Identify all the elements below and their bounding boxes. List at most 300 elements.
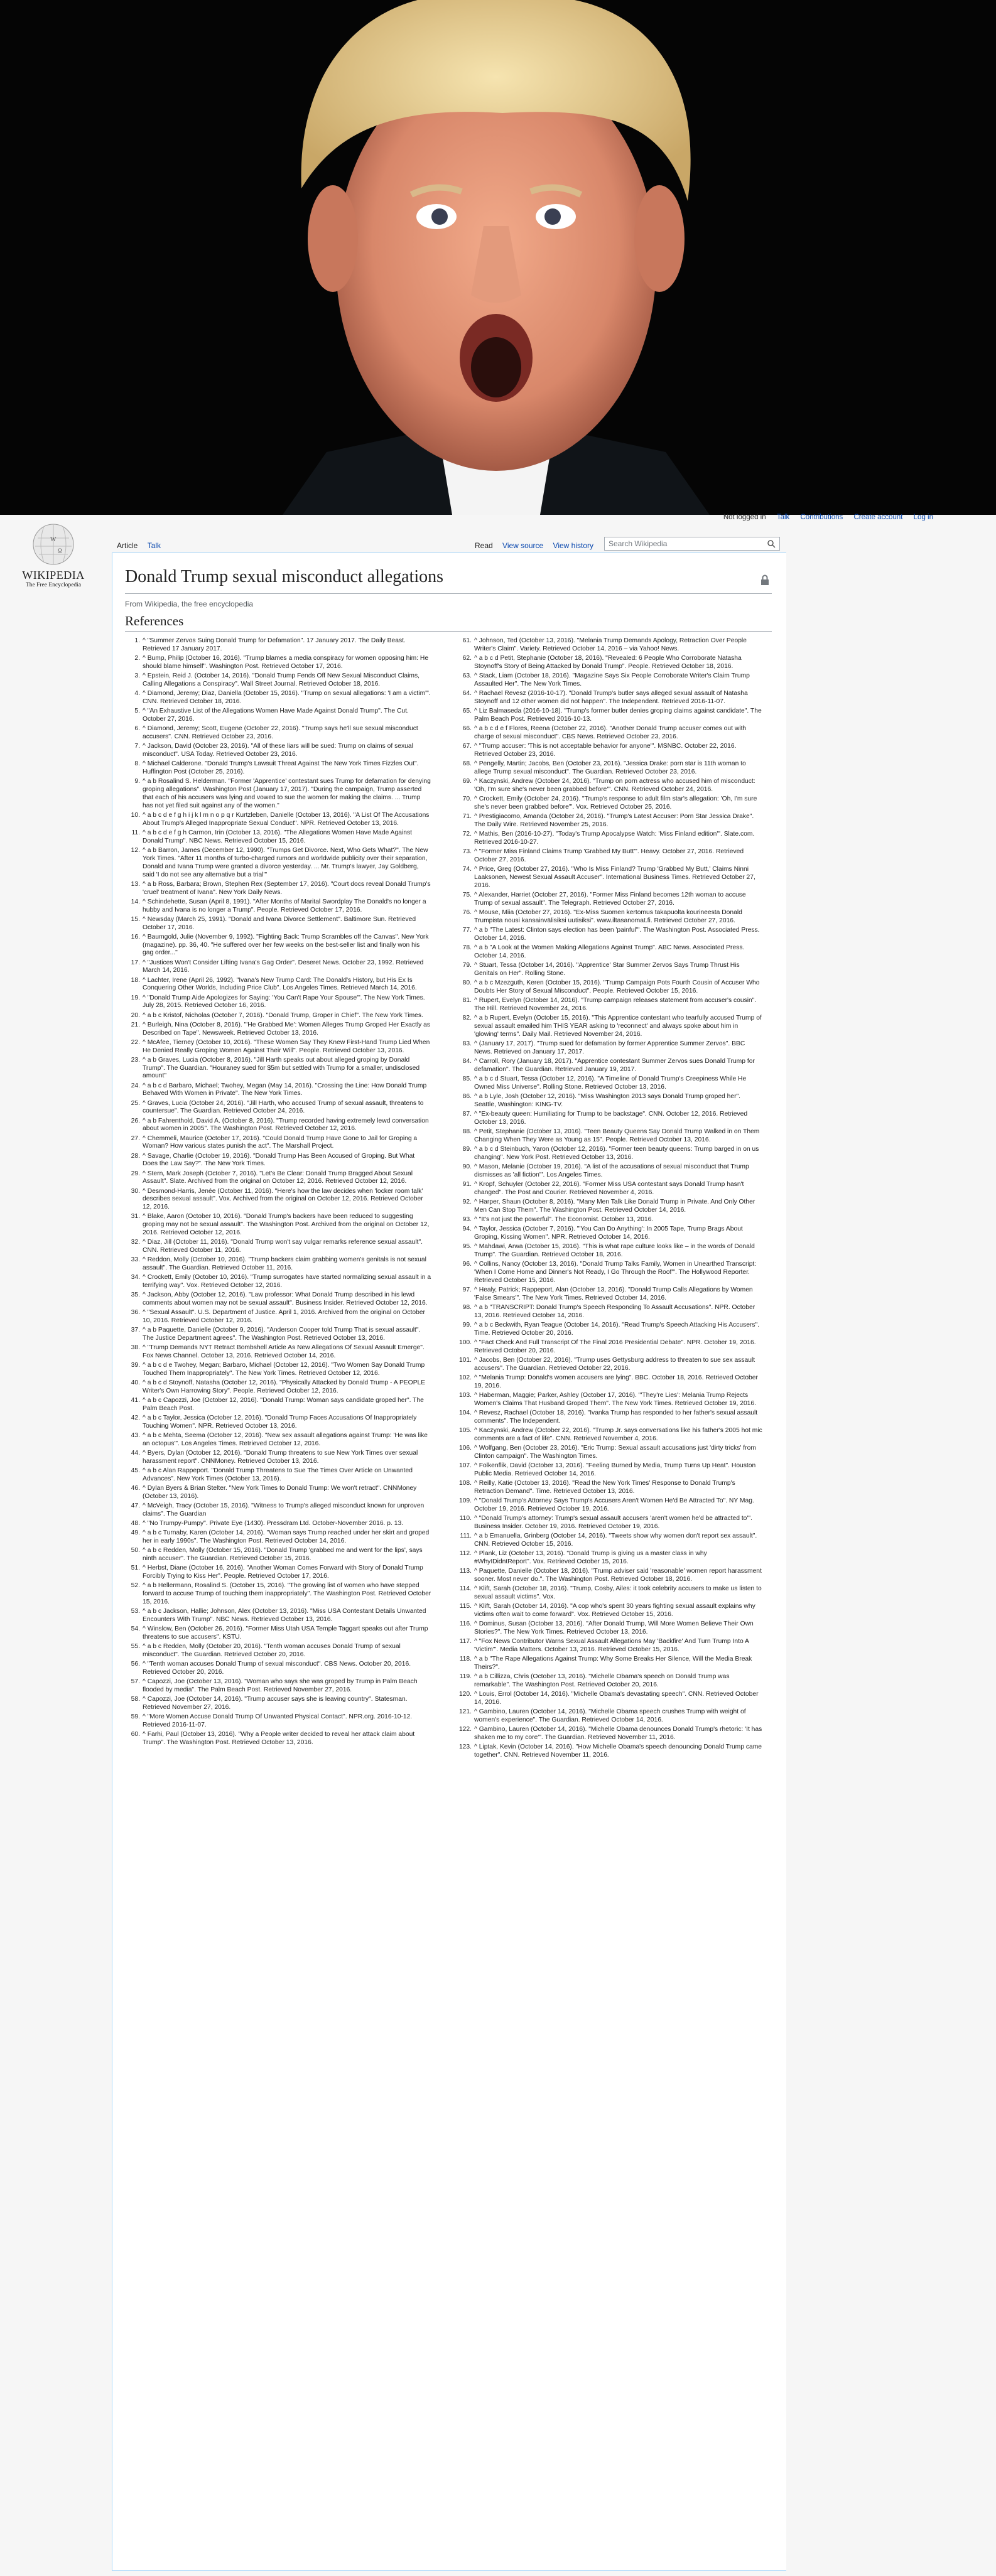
reference-number: 52. [131,1582,140,1590]
reference-text[interactable]: ^ "It's not just the powerful". The Economist. October 13, 2016. [474,1215,654,1223]
reference-text[interactable]: ^ Liptak, Kevin (October 14, 2016). "How Michelle Obama's speech denouncing Donald Trump came together". CNN. Retrieved November 11, 2016. [474,1743,762,1759]
reference-text[interactable]: ^ "Tenth woman accuses Donald Trump of sexual misconduct". CBS News. October 20, 2016. Retrieved October 20, 2016. [143,1661,411,1676]
globe-icon [31,522,75,566]
reference-number: 70. [462,795,472,802]
reference-text[interactable]: ^ a b Lyle, Josh (October 12, 2016). "Miss Washington 2013 says Donald Trump groped her". Seattle, Washington: KING-TV. [474,1092,741,1108]
reference-text[interactable]: ^ a b c Redden, Molly (October 15, 2016). "Donald Trump 'grabbed me and went for the lips', says ninth accuser". The Guardian. Retrieved October 15, 2016. [143,1547,423,1563]
reference-item [457,813,763,829]
reference-number: 67. [462,743,472,750]
reference-number: 50. [131,1547,140,1555]
reference-text[interactable]: ^ Graves, Lucia (October 24, 2016). "Jill Harth, who accused Trump of sexual assault, threatens to countersue". The Guardian. Retrieved October 24, 2016. [143,1099,424,1115]
reference-item [457,892,763,908]
reference-text[interactable]: ^ "An Exhaustive List of the Allegations Women Have Made Against Donald Trump". The Cut. October 27, 2016. [143,708,409,723]
reference-text[interactable]: ^ Gambino, Lauren (October 14, 2016). "Michelle Obama speech crushes Trump with weight of women's experience". The Guardian. Retrieved October 14, 2016. [474,1708,746,1723]
reference-text[interactable]: ^ "Fact Check And Full Transcript Of The Final 2016 Presidential Debate". NPR. October 19, 2016. Retrieved October 20, 2016. [474,1339,756,1354]
contributions-link[interactable]: Contributions [800,514,843,521]
search-icon[interactable] [767,539,776,548]
svg-text:Ω: Ω [58,547,62,554]
reference-number: 37. [131,1327,140,1334]
reference-number: 31. [131,1213,140,1221]
reference-item [125,690,431,706]
reference-text[interactable]: ^ a b c d Petit, Stephanie (October 18, 2016). "Revealed: 6 People Who Corroborate Natasha Stoynoff's Story of Being Attacked by Donald Trump". People. Retrieved October 18, 2016. [474,655,742,670]
reference-number: 75. [462,891,472,898]
reference-text[interactable]: ^ Mathis, Ben (2016-10-27). "Today's Trump Apocalypse Watch: 'Miss Finland edition'". Slate.com. Retrieved 2016-10-27. [474,831,755,846]
tab-view-history[interactable]: View history [553,541,594,550]
reference-text[interactable]: ^ Jacobs, Ben (October 22, 2016). "Trump uses Gettysburg address to threaten to sue sex assault accusers". The Guardian. Retrieved October 22, 2016. [474,1356,755,1372]
reference-number: 81. [462,996,472,1004]
reference-text[interactable]: ^ a b c d Barbaro, Michael; Twohey, Megan (May 14, 2016). "Crossing the Line: How Donald Trump Behaved With Women in Private". The New York Times. [143,1082,427,1097]
reference-item [457,1040,763,1057]
reference-number: 29. [131,1170,140,1177]
reference-number: 2. [134,655,140,662]
reference-text[interactable]: ^ a b c Redden, Molly (October 20, 2016). "Tenth woman accuses Donald Trump of sexual misconduct". The Guardian. Retrieved October 20, 2016. [143,1643,401,1659]
reference-number: 93. [462,1215,472,1223]
reference-item [125,778,431,811]
site-subtitle: From Wikipedia, the free encyclopedia [125,600,254,608]
logo-wordmark: WIKIPEDIA [22,569,85,581]
reference-number: 20. [131,1011,140,1019]
reference-item [125,1274,431,1290]
reference-text[interactable]: ^ "Donald Trump's Attorney Says Trump's Accusers Aren't Women He'd Be Attracted To". NY Mag. October 19, 2016. Retrieved October 19, 2016. [474,1497,754,1512]
reference-number: 21. [131,1021,140,1028]
reference-text[interactable]: ^ Capozzi, Joe (October 13, 2016). "Woman who says she was groped by Trump in Palm Beach flooded by media". The Palm Beach Post. Retrieved November 27, 2016. [143,1678,418,1694]
reference-number: 66. [462,725,472,732]
reference-text[interactable]: ^ Stack, Liam (October 18, 2016). "Magazine Says Six People Corroborate Writer's Claim Trump Assaulted Her". The New York Times. [474,672,750,687]
reference-item [125,959,431,976]
reference-number: 6. [134,725,140,732]
reference-text[interactable]: ^ a b c Alan Rappeport. "Donald Trump Threatens to Sue The Times Over Article on Unwanted Advances". New York Times (October 13, 2016). [143,1467,413,1483]
reference-item [125,1256,431,1273]
reference-text[interactable]: ^ McAfee, Tierney (October 10, 2016). "These Women Say They Knew First-Hand Trump Lied When He Denied Really Groping Women Against Their Will". People. Retrieved October 13, 2016. [143,1038,430,1054]
reference-number: 40. [131,1379,140,1387]
reference-item [457,1128,763,1145]
reference-item [125,743,431,759]
reference-text[interactable]: ^ a b c d e f g h i j k l m n o p q r Kurtzleben, Danielle (October 13, 2016). "A List Of The Accusations About Trump's Alleged Inappropriate Sexual Conduct". NPR. Retrieved October 13, 2016. [143,811,430,827]
reference-text[interactable]: ^ Desmond-Harris, Jenée (October 11, 2016). "Here's how the law decides when 'locker room talk' describes sexual assault". Vox. Archived from the original on October 12, 2016. Retrieved October 12, 2016. [143,1187,423,1211]
reference-item [457,1181,763,1197]
reference-text[interactable]: ^ McVeigh, Tracy (October 15, 2016). "Witness to Trump's alleged misconduct known for unproven claims". The Guardian [143,1502,425,1518]
reference-number: 17. [131,959,140,966]
reference-number: 77. [462,926,472,934]
reference-number: 32. [131,1239,140,1246]
reference-text[interactable]: ^ a b c d e f g h Carmon, Irin (October 13, 2016). "The Allegations Women Have Made Against Donald Trump". NBC News. Retrieved October 15, 2016. [143,829,412,844]
reference-text[interactable]: ^ "Trump Demands NYT Retract Bombshell Article As New Allegations Of Sexual Assault Emerge". Fox News Channel. October 13, 2016. Retrieved October 14, 2016. [143,1344,425,1360]
reference-text[interactable]: ^ a b Graves, Lucia (October 8, 2016). "Jill Harth speaks out about alleged groping by Donald Trump". The Guardian. "Houraney sued for $5m but settled with Trump for a smaller, undisclosed amount" [143,1056,420,1080]
reference-number: 121. [458,1708,472,1715]
reference-text[interactable]: ^ Blake, Aaron (October 10, 2016). "Donald Trump's backers have been reduced to suggesting groping may not be sexual assault". The Washington Post. Archived from the original on October 12, 2016. Retrieved October 12, 2016. [143,1213,430,1237]
reference-item [125,934,431,958]
reference-item [125,1608,431,1624]
reference-text[interactable]: ^ Rachael Revesz (2016-10-17). "Donald Trump's butler says alleged sexual assault of Natasha Stoynoff and 12 other women did not happen". The Independent. Retrieved 2016-11-07. [474,690,748,705]
reference-text[interactable]: ^ Liz Balmaseda (2016-10-18). "Trump's former butler denies groping claims against candidate". The Palm Beach Post. Retrieved 2016-10-13. [474,708,762,723]
reference-text[interactable]: ^ "More Women Accuse Donald Trump Of Unwanted Physical Contact". NPR.org. 2016-10-12. Retrieved 2016-11-07. [143,1713,413,1729]
reference-item [457,1304,763,1320]
reference-item [457,1216,763,1224]
reference-item [457,1093,763,1109]
reference-number: 56. [131,1661,140,1668]
reference-item [457,831,763,847]
reference-item [125,1135,431,1151]
reference-item [125,1661,431,1677]
reference-text[interactable]: ^ Louis, Errol (October 14, 2016). "Michelle Obama's devastating speech". CNN. Retrieved October 14, 2016. [474,1690,759,1706]
reference-number: 87. [462,1110,472,1118]
reference-text[interactable]: ^ "Former Miss Finland Claims Trump 'Grabbed My Butt'". Heavy. October 27, 2016. Retrieved October 27, 2016. [474,848,744,863]
reference-item [457,1743,763,1760]
reference-number: 34. [131,1274,140,1281]
reference-text[interactable]: ^ a b "A Look at the Women Making Allegations Against Trump". ABC News. Associated Press. October 14, 2016. [474,944,745,959]
reference-item [125,1327,431,1343]
reference-item [457,1357,763,1373]
reference-text[interactable]: ^ Johnson, Ted (October 13, 2016). "Melania Trump Demands Apology, Retraction Over People Writer's Claim". Variety. Retrieved October 14, 2016 – via Yahoo! News. [474,637,747,652]
reference-text[interactable]: ^ a b c Turnaby, Karen (October 14, 2016). "Woman says Trump reached under her skirt and groped her in early 1990s". The Washington Post. Retrieved October 14, 2016. [143,1529,430,1545]
reference-text[interactable]: ^ Dominus, Susan (October 13, 2016). "After Donald Trump, Will More Women Believe Their Own Stories?". The New York Times. Retrieved October 13, 2016. [474,1620,754,1636]
tab-view-source[interactable]: View source [502,541,544,550]
reference-text[interactable]: ^ Baumgold, Julie (November 9, 1992). "Fighting Back: Trump Scrambles off the Canvas". New York (magazine). pp. 36, 40. "He suffered over her few weeks on the best-seller list and finally won his gag order..." [143,933,429,957]
reference-number: 54. [131,1625,140,1633]
reference-item [125,1213,431,1237]
reference-number: 79. [462,961,472,969]
reference-text[interactable]: ^ Stuart, Tessa (October 14, 2016). "Apprentice' Star Summer Zervos Says Trump Thrust His Genitals on Her". Rolling Stone. [474,961,740,977]
reference-text[interactable]: ^ Jackson, David (October 23, 2016). "All of these liars will be sued: Trump on claims of sexual misconduct". USA Today. Retrieved October 23, 2016. [143,743,413,758]
reference-number: 86. [462,1092,472,1100]
reference-text[interactable]: ^ Byers, Dylan (October 12, 2016). "Donald Trump threatens to sue New York Times over sexual harassment report". CNNMoney. Retrieved October 13, 2016. [143,1450,418,1465]
reference-text[interactable]: ^ Mouse, Miia (October 27, 2016). "Ex-Miss Suomen kertomus takapuolta kourineesta Donald Trumpista nousi kansainvälisiksi uutisiksi". www.iltasanomat.fi. Retrieved October 27, 2016. [474,908,742,924]
reference-text[interactable]: ^ a b c d Stoynoff, Natasha (October 12, 2016). "Physically Attacked by Donald Trump - A PEOPLE Writer's Own Harrowing Story". People. Retrieved October 12, 2016. [143,1379,426,1395]
reference-number: 118. [459,1655,472,1663]
reference-number: 41. [131,1397,140,1404]
reference-item [457,1286,763,1303]
reference-item [125,1485,431,1501]
reference-number: 60. [131,1731,140,1738]
reference-number: 108. [458,1479,472,1487]
reference-item [125,1153,431,1169]
reference-text[interactable]: ^ "Ex-beauty queen: Humiliating for Trump to be backstage". CNN. October 12, 2016. Retrieved October 13, 2016. [474,1110,748,1126]
reference-item [457,1409,763,1426]
reference-text[interactable]: ^ Rupert, Evelyn (October 14, 2016). "Trump campaign releases statement from accuser's cousin". The Hill. Retrieved November 24, 2016. [474,996,757,1012]
reference-item [125,847,431,880]
reference-number: 110. [459,1514,472,1522]
reference-text[interactable]: ^ a b c d Stuart, Tessa (October 12, 2016). "A Timeline of Donald Trump's Creepiness While He Owned Miss Universe". Rolling Stone. Retrieved October 13, 2016. [474,1075,747,1091]
reference-text[interactable]: ^ a b c Jackson, Hallie; Johnson, Alex (October 13, 2016). "Miss USA Contestant Details Unwanted Encounters With Trump". NBC News. Retrieved October 13, 2016. [143,1608,426,1624]
reference-text[interactable]: ^ a b c Beckwith, Ryan Teague (October 14, 2016). "Read Trump's Speech Attacking His Accusers". Time. Retrieved October 20, 2016. [474,1321,760,1337]
reference-number: 97. [462,1286,472,1293]
reference-text[interactable]: ^ a b "The Rape Allegations Against Trump: Why Some Breaks Her Silence, Will the Media Break Theirs?". [474,1655,752,1671]
reference-text[interactable]: ^ a b Cillizza, Chris (October 13, 2016). "Michelle Obama's speech on Donald Trump was remarkable". The Washington Post. Retrieved October 20, 2016. [474,1673,730,1688]
reference-item [125,637,431,654]
reference-text[interactable]: ^ a b Fahrenthold, David A. (October 8, 2016). "Trump recorded having extremely lewd conversation about women in 2005". The Washington Post. Retrieved October 12, 2016. [143,1117,429,1133]
reference-text[interactable]: ^ Crockett, Emily (October 10, 2016). "Trump surrogates have started normalizing sexual assault in a terrifying way". Vox. Retrieved October 12, 2016. [143,1274,431,1290]
reference-item [125,1021,431,1038]
reference-number: 8. [134,760,140,767]
reference-text[interactable]: ^ Klift, Sarah (October 18, 2016). "Trump, Cosby, Ailes: it took celebrity accusers to make us listen to sexual assault victims". Vox. [474,1585,762,1600]
reference-number: 80. [462,979,472,986]
reference-item [125,977,431,993]
reference-item [125,916,431,932]
reference-text[interactable]: ^ "Summer Zervos Suing Donald Trump for Defamation". 17 January 2017. The Daily Beast. Retrieved 17 January 2017. [143,637,406,652]
reference-text[interactable]: ^ Petit, Stephanie (October 13, 2016). "Teen Beauty Queens Say Donald Trump Walked in on Them Changing When They Were as Young as 15". People. Retrieved October 13, 2016. [474,1128,760,1143]
reference-item [125,1379,431,1396]
reference-text[interactable]: ^ a b c d Steinbuch, Yaron (October 12, 2016). "Former teen beauty queens: Trump barged in on us changing". New York Post. Retrieved October 13, 2016. [474,1145,759,1161]
reference-text[interactable]: ^ Plank, Liz (October 13, 2016). "Donald Trump is giving us a master class in why #WhyIDidntReport". Vox. Retrieved October 15, 2016. [474,1549,707,1565]
reference-number: 26. [131,1117,140,1124]
reference-item [457,1075,763,1092]
reference-number: 76. [462,908,472,916]
reference-number: 71. [462,813,472,820]
reference-text[interactable]: ^ Reddon, Molly (October 10, 2016). "Trump backers claim grabbing women's genitals is not sexual assault". The Guardian. Retrieved October 11, 2016. [143,1256,426,1272]
reference-number: 44. [131,1450,140,1457]
reference-number: 24. [131,1082,140,1089]
reference-number: 104. [458,1409,472,1416]
reference-number: 82. [462,1014,472,1021]
reference-text[interactable]: ^ Newsday (March 25, 1991). "Donald and Ivana Divorce Settlement". Baltimore Sun. Retrieved October 17, 2016. [143,915,416,931]
reference-item [457,637,763,654]
reference-item [125,1450,431,1466]
reference-text[interactable]: ^ Capozzi, Joe (October 14, 2016). "Trump accuser says she is leaving country". Statesman. Retrieved November 27, 2016. [143,1696,408,1711]
reference-item [457,848,763,865]
talk-link[interactable]: Talk [776,514,790,521]
reference-item [457,795,763,812]
reference-item [125,1731,431,1747]
reference-text[interactable]: ^ Burleigh, Nina (October 8, 2016). "'He Grabbed Me': Women Alleges Trump Groped Her Exactly as Described on Tape". Newsweek. Retrieved October 13, 2016. [143,1021,431,1037]
reference-text[interactable]: ^ Jackson, Abby (October 12, 2016). "Law professor: What Donald Trump described in his lewd comments about women may not be sexual assault". Business Insider. Retrieved October 12, 2016. [143,1291,428,1307]
reference-number: 92. [462,1198,472,1205]
lock-icon[interactable] [761,574,769,586]
reference-text[interactable]: ^ Alexander, Harriet (October 27, 2016). "Former Miss Finland becomes 12th woman to accuse Trump of sexual assault". The Telegraph. Retrieved October 27, 2016. [474,891,746,907]
reference-text[interactable]: ^ Healy, Patrick; Rappeport, Alan (October 13, 2016). "Donald Trump Calls Allegations by Women 'False Smears'". The New York Times. Retrieved October 14, 2016. [474,1286,753,1301]
reference-text[interactable]: ^ Price, Greg (October 27, 2016). "Who Is Miss Finland? Trump 'Grabbed My Butt,' Claims Ninni Laaksonen, Newest Sexual Assault Accuser". International Business Times. Retrieved October 27, 2016. [474,866,755,889]
reference-item [457,1445,763,1461]
reference-text[interactable]: ^ a b c Kristof, Nicholas (October 7, 2016). "Donald Trump, Groper in Chief". The New York Times. [143,1011,423,1019]
reference-item [457,909,763,925]
reference-number: 115. [459,1602,472,1610]
reference-number: 95. [462,1242,472,1250]
reference-number: 51. [131,1565,140,1572]
reference-text[interactable]: ^ Wolfgang, Ben (October 23, 2016). "Eric Trump: Sexual assault accusations just 'dirty tricks' from Clinton campaign". The Washington Times. [474,1444,756,1460]
reference-text[interactable]: ^ a b c d e Twohey, Megan; Barbaro, Michael (October 12, 2016). "Two Women Say Donald Trump Touched Them Inappropriately". The New York Times. Retrieved October 12, 2016. [143,1362,425,1377]
reference-item [457,1058,763,1074]
reference-item [125,1625,431,1642]
reference-item [457,1533,763,1549]
reference-text[interactable]: ^ Stern, Mark Joseph (October 7, 2016). "Let's Be Clear: Donald Trump Bragged About Sexual Assault". Slate. Archived from the original on October 12, 2016. Retrieved October 12, 2016. [143,1170,413,1185]
reference-text[interactable]: ^ "Fox News Contributor Warns Sexual Assault Allegations May 'Backfire' And Turn Trump Into A 'Victim'". Media Matters. October 13, 2016. Retrieved October 15, 2016. [474,1637,749,1653]
reference-text[interactable]: ^ a b Rosalind S. Helderman. "Former 'Apprentice' contestant sues Trump for defamation for denying groping allegations". Washington Post (January 17, 2017). "During the campaign, Trump asserted that each of his accusers was lying and vowed to sue the women for making the claims. ... Trump has not yet filed suit against any of the women." [143,778,431,809]
reference-number: 10. [131,811,140,819]
reference-text[interactable]: ^ Kaczynski, Andrew (October 24, 2016). "Trump on porn actress who accused him of misconduct: 'Oh, I'm sure she's never been grabbed before'". CNN. Retrieved October 24, 2016. [474,778,755,793]
reference-item [125,1547,431,1563]
reference-item [125,1713,431,1730]
reference-item [457,778,763,794]
reference-item [457,1726,763,1742]
tab-talk[interactable]: Talk [147,541,161,550]
reference-text[interactable]: ^ a b Hellermann, Rosalind S. (October 15, 2016). "The growing list of women who have stepped forward to accuse Trump of touching them inappropriately". The Washington Post. Retrieved October 15, 2016. [143,1582,431,1606]
reference-item [457,1374,763,1391]
reference-number: 30. [131,1187,140,1195]
reference-item [457,944,763,961]
reference-text[interactable]: ^ Chemmeli, Maurice (October 17, 2016). "Could Donald Trump Have Gone to Jail for Groping a Woman? How various states punish the act". The Marshall Project. [143,1134,418,1150]
reference-number: 69. [462,778,472,785]
reference-text[interactable]: ^ a b "The Latest: Clinton says election has been 'painful'". The Washington Post. Associated Press. October 14, 2016. [474,926,760,942]
reference-number: 33. [131,1256,140,1264]
reference-text[interactable]: ^ Schindehette, Susan (April 8, 1991). "After Months of Marital Swordplay The Donald's no longer a hubby and Ivana is no longer a Trump". People. Retrieved October 17, 2016. [143,898,426,913]
reference-item [125,1082,431,1099]
view-tabs [471,541,597,550]
log-in-link[interactable]: Log in [913,514,933,521]
reference-number: 122. [458,1725,472,1733]
reference-text[interactable]: ^ Michael Calderone. "Donald Trump's Lawsuit Threat Against The New York Times Fizzles Out". Huffington Post (October 25, 2016). [143,760,419,775]
reference-number: 42. [131,1415,140,1422]
reference-number: 11. [131,829,140,836]
reference-text[interactable]: ^ a b "TRANSCRIPT: Donald Trump's Speech Responding To Assault Accusations". NPR. October 13, 2016. Retrieved October 14, 2016. [474,1303,755,1319]
create-account-link[interactable]: Create account [853,514,903,521]
reference-text[interactable]: ^ Winslow, Ben (October 26, 2016). "Former Miss Utah USA Temple Taggart speaks out after Trump threatens to sue accusers". KSTU. [143,1625,428,1641]
reference-item [457,1620,763,1637]
reference-item [457,1199,763,1215]
reference-number: 46. [131,1485,140,1492]
article-content [112,552,786,2571]
reference-text[interactable]: ^ Gambino, Lauren (October 14, 2016). "Michelle Obama denounces Donald Trump's rhetoric: 'It has shaken me to my core'". The Guardian. Retrieved November 11, 2016. [474,1725,762,1741]
reference-item [125,1100,431,1116]
reference-text[interactable]: ^ a b Rupert, Evelyn (October 15, 2016). "This Apprentice contestant who tearfully accused Trump of sexual assault emailed him THIS YEAR asking to 'reconnect' and always spoke about him in 'glowing' terms". Daily Mail. Retrieved November 24, 2016. [474,1014,762,1038]
reference-item [125,760,431,777]
reference-item [125,1467,431,1484]
section-divider [125,631,772,632]
reference-number: 53. [131,1608,140,1615]
reference-text[interactable]: ^ Revesz, Rachael (October 18, 2016). "Ivanka Trump has responded to her father's sexual assault comments". The Independent. [474,1409,758,1425]
tab-read[interactable]: Read [475,541,493,550]
logo-tagline: The Free Encyclopedia [25,582,82,588]
reference-text[interactable]: ^ Mason, Melanie (October 19, 2016). "A list of the accusations of sexual misconduct that Trump dismisses as 'all fiction'". Los Angeles Times. [474,1163,749,1178]
reference-text[interactable]: ^ Herbst, Diane (October 16, 2016). "Another Woman Comes Forward with Story of Donald Trump Forcibly Trying to Kiss Her". People. Retrieved October 17, 2016. [143,1565,423,1580]
reference-number: 123. [458,1743,472,1750]
reference-number: 4. [134,690,140,697]
reference-item [125,725,431,741]
references-column-left [125,637,431,1749]
reference-item [125,1582,431,1607]
reference-item [125,1170,431,1187]
reference-text[interactable]: ^ Prestigiacomo, Amanda (October 24, 2016). "Trump's Latest Accuser: Porn Star Jessica Drake". The Daily Wire. Retrieved November 25, 2016. [474,813,754,828]
reference-number: 49. [131,1529,140,1537]
reference-text[interactable]: ^ Carroll, Rory (January 18, 2017). "Apprentice contestant Summer Zervos sues Donald Trump for defamation". The Guardian. Retrieved January 19, 2017. [474,1057,755,1073]
reference-item [457,1427,763,1443]
reference-item [457,1515,763,1531]
section-heading: References [125,613,184,628]
reference-text[interactable]: ^ Klift, Sarah (October 14, 2016). "A cop who's spent 30 years fighting sexual assault explains why victims often wait to come forward". Vox. Retrieved October 15, 2016. [474,1602,755,1618]
reference-number: 73. [462,848,472,855]
reference-text[interactable]: ^ "No Trumpy-Pumpy". Private Eye (1430). Pressdram Ltd. October-November 2016. p. 13. [143,1520,404,1528]
reference-item [457,1691,763,1707]
reference-text[interactable]: ^ a b c Capozzi, Joe (October 12, 2016). "Donald Trump: Woman says candidate groped her". The Palm Beach Post. [143,1397,424,1413]
reference-number: 106. [458,1444,472,1452]
reference-number: 1. [134,637,140,644]
reference-item [457,866,763,890]
reference-item [125,1520,431,1528]
reference-number: 16. [131,933,140,940]
reference-text[interactable]: ^ Taylor, Jessica (October 7, 2016). "'You Can Do Anything': In 2005 Tape, Trump Brags About Groping, Kissing Women". NPR. Retrieved October 14, 2016. [474,1225,743,1241]
reference-text[interactable]: ^ a b Barron, James (December 12, 1990). "Trumps Get Divorce. Next, Who Gets What?". The New York Times. "After 11 months of turbo-charged rumors and worldwide publicity over their separation, Donald and Ivana Trump were granted a divorce yesterday. ... Mr. Trump's lawyer, Jay Goldberg, said 'I do not see any alternative but a trial'" [143,846,428,878]
reference-item [457,725,763,741]
reference-item [457,655,763,671]
reference-text[interactable]: ^ Mahdawi, Arwa (October 15, 2016). "This is what rape culture looks like – in the words of Donald Trump". The Guardian. Retrieved October 18, 2016. [474,1242,755,1258]
reference-item [125,1643,431,1659]
reference-number: 90. [462,1163,472,1170]
reference-number: 3. [134,672,140,679]
reference-text[interactable]: ^ Diaz, Jill (October 11, 2016). "Donald Trump won't say vulgar remarks reference sexual assault". CNN. Retrieved October 11, 2016. [143,1239,423,1254]
reference-item [125,1291,431,1308]
reference-text[interactable]: ^ Pengelly, Martin; Jacobs, Ben (October 23, 2016). "Jessica Drake: porn star is 11th woman to allege Trump sexual misconduct". The Guardian. Retrieved October 23, 2016. [474,760,746,775]
reference-text[interactable]: ^ Kaczynski, Andrew (October 22, 2016). "Trump Jr. says conversations like his father's 2005 hot mic comments are a fact of life". CNN. Retrieved November 4, 2016. [474,1426,762,1442]
reference-text[interactable]: ^ a b c Mzezguth, Keren (October 15, 2016). "Trump Campaign Pots Fourth Cousin of Accuser Who Doubts Her Story of Sexual Misconduct". People. Retrieved October 15, 2016. [474,979,760,994]
reference-text[interactable]: ^ a b c Mehta, Seema (October 12, 2016). "New sex assault allegations against Trump: 'He was like an octopus'". Los Angeles Times. Retrieved October 12, 2016. [143,1432,428,1448]
reference-text[interactable]: ^ Savage, Charlie (October 19, 2016). "Donald Trump Has Been Accused of Groping. But What Does the Law Say?". The New York Times. [143,1152,415,1168]
reference-item [125,1415,431,1431]
reference-item [125,1039,431,1055]
reference-text[interactable]: ^ a b Paquette, Danielle (October 9, 2016). "Anderson Cooper told Trump That is sexual assault". The Justice Department agrees". The Washington Post. Retrieved October 13, 2016. [143,1327,421,1342]
reference-item [125,898,431,915]
reference-number: 78. [462,944,472,951]
reference-item [457,1111,763,1127]
header-photo [0,0,996,515]
reference-text[interactable]: ^ Collins, Nancy (October 13, 2016). "Donald Trump Talks Family, Women in Unearthed Transcript: 'When I Come Home and Dinner's Not Ready, I Go Through the Roof'". The Hollywood Reporter. Retrieved October 15, 2016. [474,1260,757,1284]
reference-text[interactable]: ^ a b c d e f Flores, Reena (October 22, 2016). "Another Donald Trump accuser comes out with charge of sexual misconduct". CBS News. Retrieved October 23, 2016. [474,725,747,740]
reference-item [125,1502,431,1519]
reference-number: 105. [458,1426,472,1434]
reference-item [457,1673,763,1689]
tab-article[interactable]: Article [117,541,138,550]
reference-text[interactable]: ^ a b Ross, Barbara; Brown, Stephen Rex (September 17, 2016). "Court docs reveal Donald Trump's 'cruel' treatment of Ivana". New York Daily News. [143,880,431,896]
reference-number: 89. [462,1145,472,1153]
wikipedia-logo[interactable] [13,522,94,588]
reference-item [457,1656,763,1672]
reference-text[interactable]: ^ a b c Taylor, Jessica (October 12, 2016). "Donald Trump Faces Accusations Of Inappropriately Touching Women". NPR. Retrieved October 13, 2016. [143,1415,417,1430]
reference-text[interactable]: ^ Crockett, Emily (October 24, 2016). "Trump's response to adult film star's allegation: 'Oh, I'm sure she's never been grabbed before'". Vox. Retrieved October 25, 2016. [474,795,757,811]
reference-number: 94. [462,1225,472,1232]
reference-text[interactable]: ^ Lachter, Irene (April 26, 1992). "Ivana's New Trump Card: The Donald's History, but His Ex Is Conquering Other Worlds, Including Price Club". Los Angeles Times. Retrieved March 14, 2016. [143,976,417,992]
reference-number: 15. [131,915,140,923]
reference-item [457,1550,763,1566]
reference-text[interactable]: ^ Folkenflik, David (October 13, 2016). "Feeling Burned by Media, Trump Turns Up Heat". Houston Public Media. Retrieved October 14, 2016. [474,1462,756,1477]
reference-text[interactable]: ^ "Donald Trump's attorney: Trump's sexual assault accusers 'aren't women he'd be attracted to'". Business Insider. October 19, 2016. Retrieved October 19, 2016. [474,1514,752,1530]
reference-item [125,1309,431,1325]
reference-text[interactable]: ^ Farhi, Paul (October 13, 2016). "Why a People writer decided to reveal her attack claim about Trump". The Washington Post. Retrieved October 13, 2016. [143,1731,415,1747]
reference-text[interactable]: ^ "Sexual Assault". U.S. Department of Justice. April 1, 2016. Archived from the original on October 10, 2016. Retrieved October 12, 2016. [143,1309,425,1325]
reference-text[interactable]: ^ Paquette, Danielle (October 18, 2016). "Trump adviser said 'reasonable' women report harassment sooner. Most never do.". The Washington Post. Retrieved October 18, 2016. [474,1567,762,1583]
reference-item [125,1188,431,1212]
reference-text[interactable]: ^ Reilly, Katie (October 13, 2016). "Read the New York Times' Response to Donald Trump's Retraction Demand". Time. Retrieved October 13, 2016. [474,1479,735,1495]
reference-item [457,1243,763,1259]
reference-text[interactable]: ^ "Justices Won't Consider Lifting Ivana's Gag Order". Deseret News. October 23, 1992. Retrieved March 14, 2016. [143,959,424,974]
reference-text[interactable]: ^ Kropf, Schuyler (October 22, 2016). "Former Miss USA contestant says Donald Trump hasn't changed". The Post and Courier. Retrieved November 4, 2016. [474,1180,744,1196]
reference-text[interactable]: ^ Haberman, Maggie; Parker, Ashley (October 17, 2016). "'They're Lies': Melania Trump Rejects Women's Claims That Husband Groped Them". The New York Times. Retrieved October 19, 2016. [474,1391,756,1407]
reference-text[interactable]: ^ "Trump accuser: 'This is not acceptable behavior for anyone'". MSNBC. October 22, 2016. Retrieved October 23, 2016. [474,743,737,758]
reference-text[interactable]: ^ Dylan Byers & Brian Stelter. "New York Times to Donald Trump: We won't retract". CNNMoney (October 13, 2016). [143,1485,417,1501]
reference-text[interactable]: ^ a b Emanuella, Grinberg (October 14, 2016). "Tweets show why women don't report sex assault". CNN. Retrieved October 15, 2016. [474,1532,757,1548]
reference-text[interactable]: ^ Diamond, Jeremy; Diaz, Daniella (October 15, 2016). "Trump on sexual allegations: 'I am a victim'". CNN. Retrieved October 18, 2016. [143,690,431,705]
reference-number: 109. [458,1497,472,1504]
reference-text[interactable]: ^ "Melania Trump: Donald's women accusers are lying". BBC. October 18, 2016. Retrieved October 19, 2016. [474,1374,758,1389]
reference-number: 119. [459,1673,472,1680]
reference-number: 19. [131,994,140,1001]
reference-number: 25. [131,1099,140,1107]
reference-text[interactable]: ^ Bump, Philip (October 16, 2016). "Trump blames a media conspiracy for women opposing him: He should blame himself". Washington Post. Retrieved October 17, 2016. [143,655,429,670]
reference-text[interactable]: ^ "Donald Trump Aide Apologizes for Saying: 'You Can't Rape Your Spouse'". The New York Times. July 28, 2015. Retrieved October 16, 2016. [143,994,425,1010]
reference-number: 43. [131,1432,140,1440]
reference-text[interactable]: ^ Harper, Shaun (October 8, 2016). "Many Men Talk Like Donald Trump in Private. And Only Other Men Can Stop Them". The Washington Post. Retrieved October 14, 2016. [474,1198,755,1214]
reference-text[interactable]: ^ Epstein, Reid J. (October 14, 2016). "Donald Trump Fends Off New Sexual Misconduct Claims, Calling Allegations a Conspiracy". Wall Street Journal. Retrieved October 18, 2016. [143,672,420,687]
reference-text[interactable]: ^ (January 17, 2017). "Trump sued for defamation by former Apprentice Summer Zervos". BBC News. Retrieved on January 17, 2017. [474,1040,745,1055]
page-title: Donald Trump sexual misconduct allegations [125,567,444,586]
search-input[interactable] [604,537,780,551]
reference-text[interactable]: ^ Diamond, Jeremy; Scott, Eugene (October 22, 2016). "Trump says he'll sue sexual misconduct accusers". CNN. Retrieved October 23, 2016. [143,725,418,740]
